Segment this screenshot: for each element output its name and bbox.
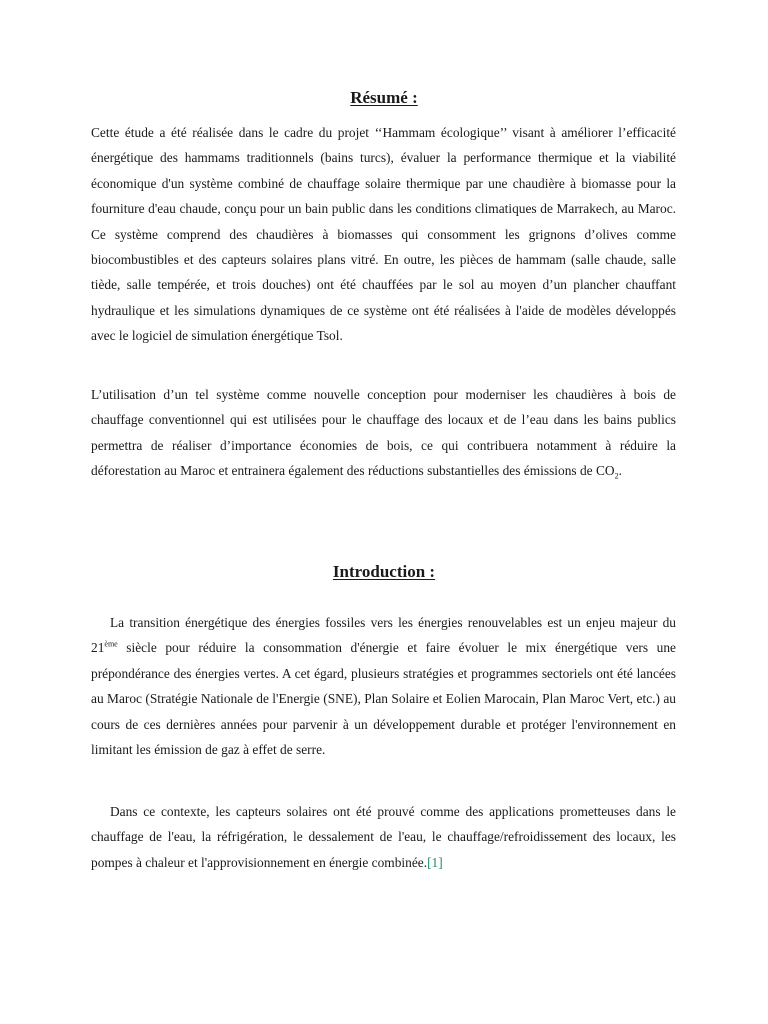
century-superscript: ème [104,639,118,649]
resume-paragraph-1: Cette étude a été réalisée dans le cadre du projet ‘‘Hammam écologique’’ visant à améliorer l’efficacité énergétique des hammams traditionnels (bains turcs), évaluer la performance thermique et la viabilité économique d'un système combiné de chauffage solaire thermique par une chaudière à biomasse pour la fourniture d'eau chaude, conçu pour un bain public dans les conditions climatiques de Marrakech, au Maroc. Ce système comprend des chaudières à biomasses qui consomment les grignons d’olives comme biocombustibles et des capteurs solaires plans vitré. En outre, les pièces de hammam (salle chaude, salle tiède, salle tempérée, et trois douches) ont été chauffées par le sol au moyen d’un plancher chauffant hydraulique et les simulations dynamiques de ce système ont été réalisées à l'aide de modèles développés avec le logiciel de simulation énergétique Tsol. [91,125,676,344]
co2-subscript: 2 [614,471,619,481]
introduction-paragraph-2-text: Dans ce contexte, les capteurs solaires ont été prouvé comme des applications prometteuses dans le chauffage de l'eau, la réfrigération, le dessalement de l'eau, le chauffage/refroidissement des locaux, les pompes à chaleur et l'approvisionnement en énergie combinée. [91,804,676,870]
resume-heading: Résumé : [350,88,418,107]
introduction-paragraph-1-after: siècle pour réduire la consommation d'énergie et faire évoluer le mix énergétique vers une prépondérance des énergies vertes. A cet égard, plusieurs stratégies et programmes sectoriels ont été lancées au Maroc (Stratégie Nationale de l'Energie (SNE), Plan Solaire et Eolien Marocain, Plan Maroc Vert, etc.) au cours de ces dernières années pour parvenir à un développement durable et protéger l'environnement en limitant les émission de gaz à effet de serre. [91,640,676,758]
introduction-paragraph-1-before: La transition énergétique des énergies fossiles vers les énergies renouvelables est un enjeu majeur du 21 [91,615,676,656]
resume-paragraph-2 [91,382,676,484]
citation-link[interactable]: [1] [427,854,443,870]
introduction-paragraph-2 [91,799,676,875]
resume-paragraph-2-text: L’utilisation d’un tel système comme nouvelle conception pour moderniser les chaudières à bois de chauffage conventionnel qui est utilisées pour le chauffage des locaux et de l’eau dans les bains publics permettra de réaliser d’importance économies de bois, ce qui contribuera notamment à réduire la déforestation au Maroc et entrainera également des réductions substantielles des émissions de CO [91,387,676,479]
resume-paragraph-2-end: . [618,463,622,479]
introduction-paragraph-1 [91,610,676,762]
introduction-heading: Introduction : [332,562,436,581]
